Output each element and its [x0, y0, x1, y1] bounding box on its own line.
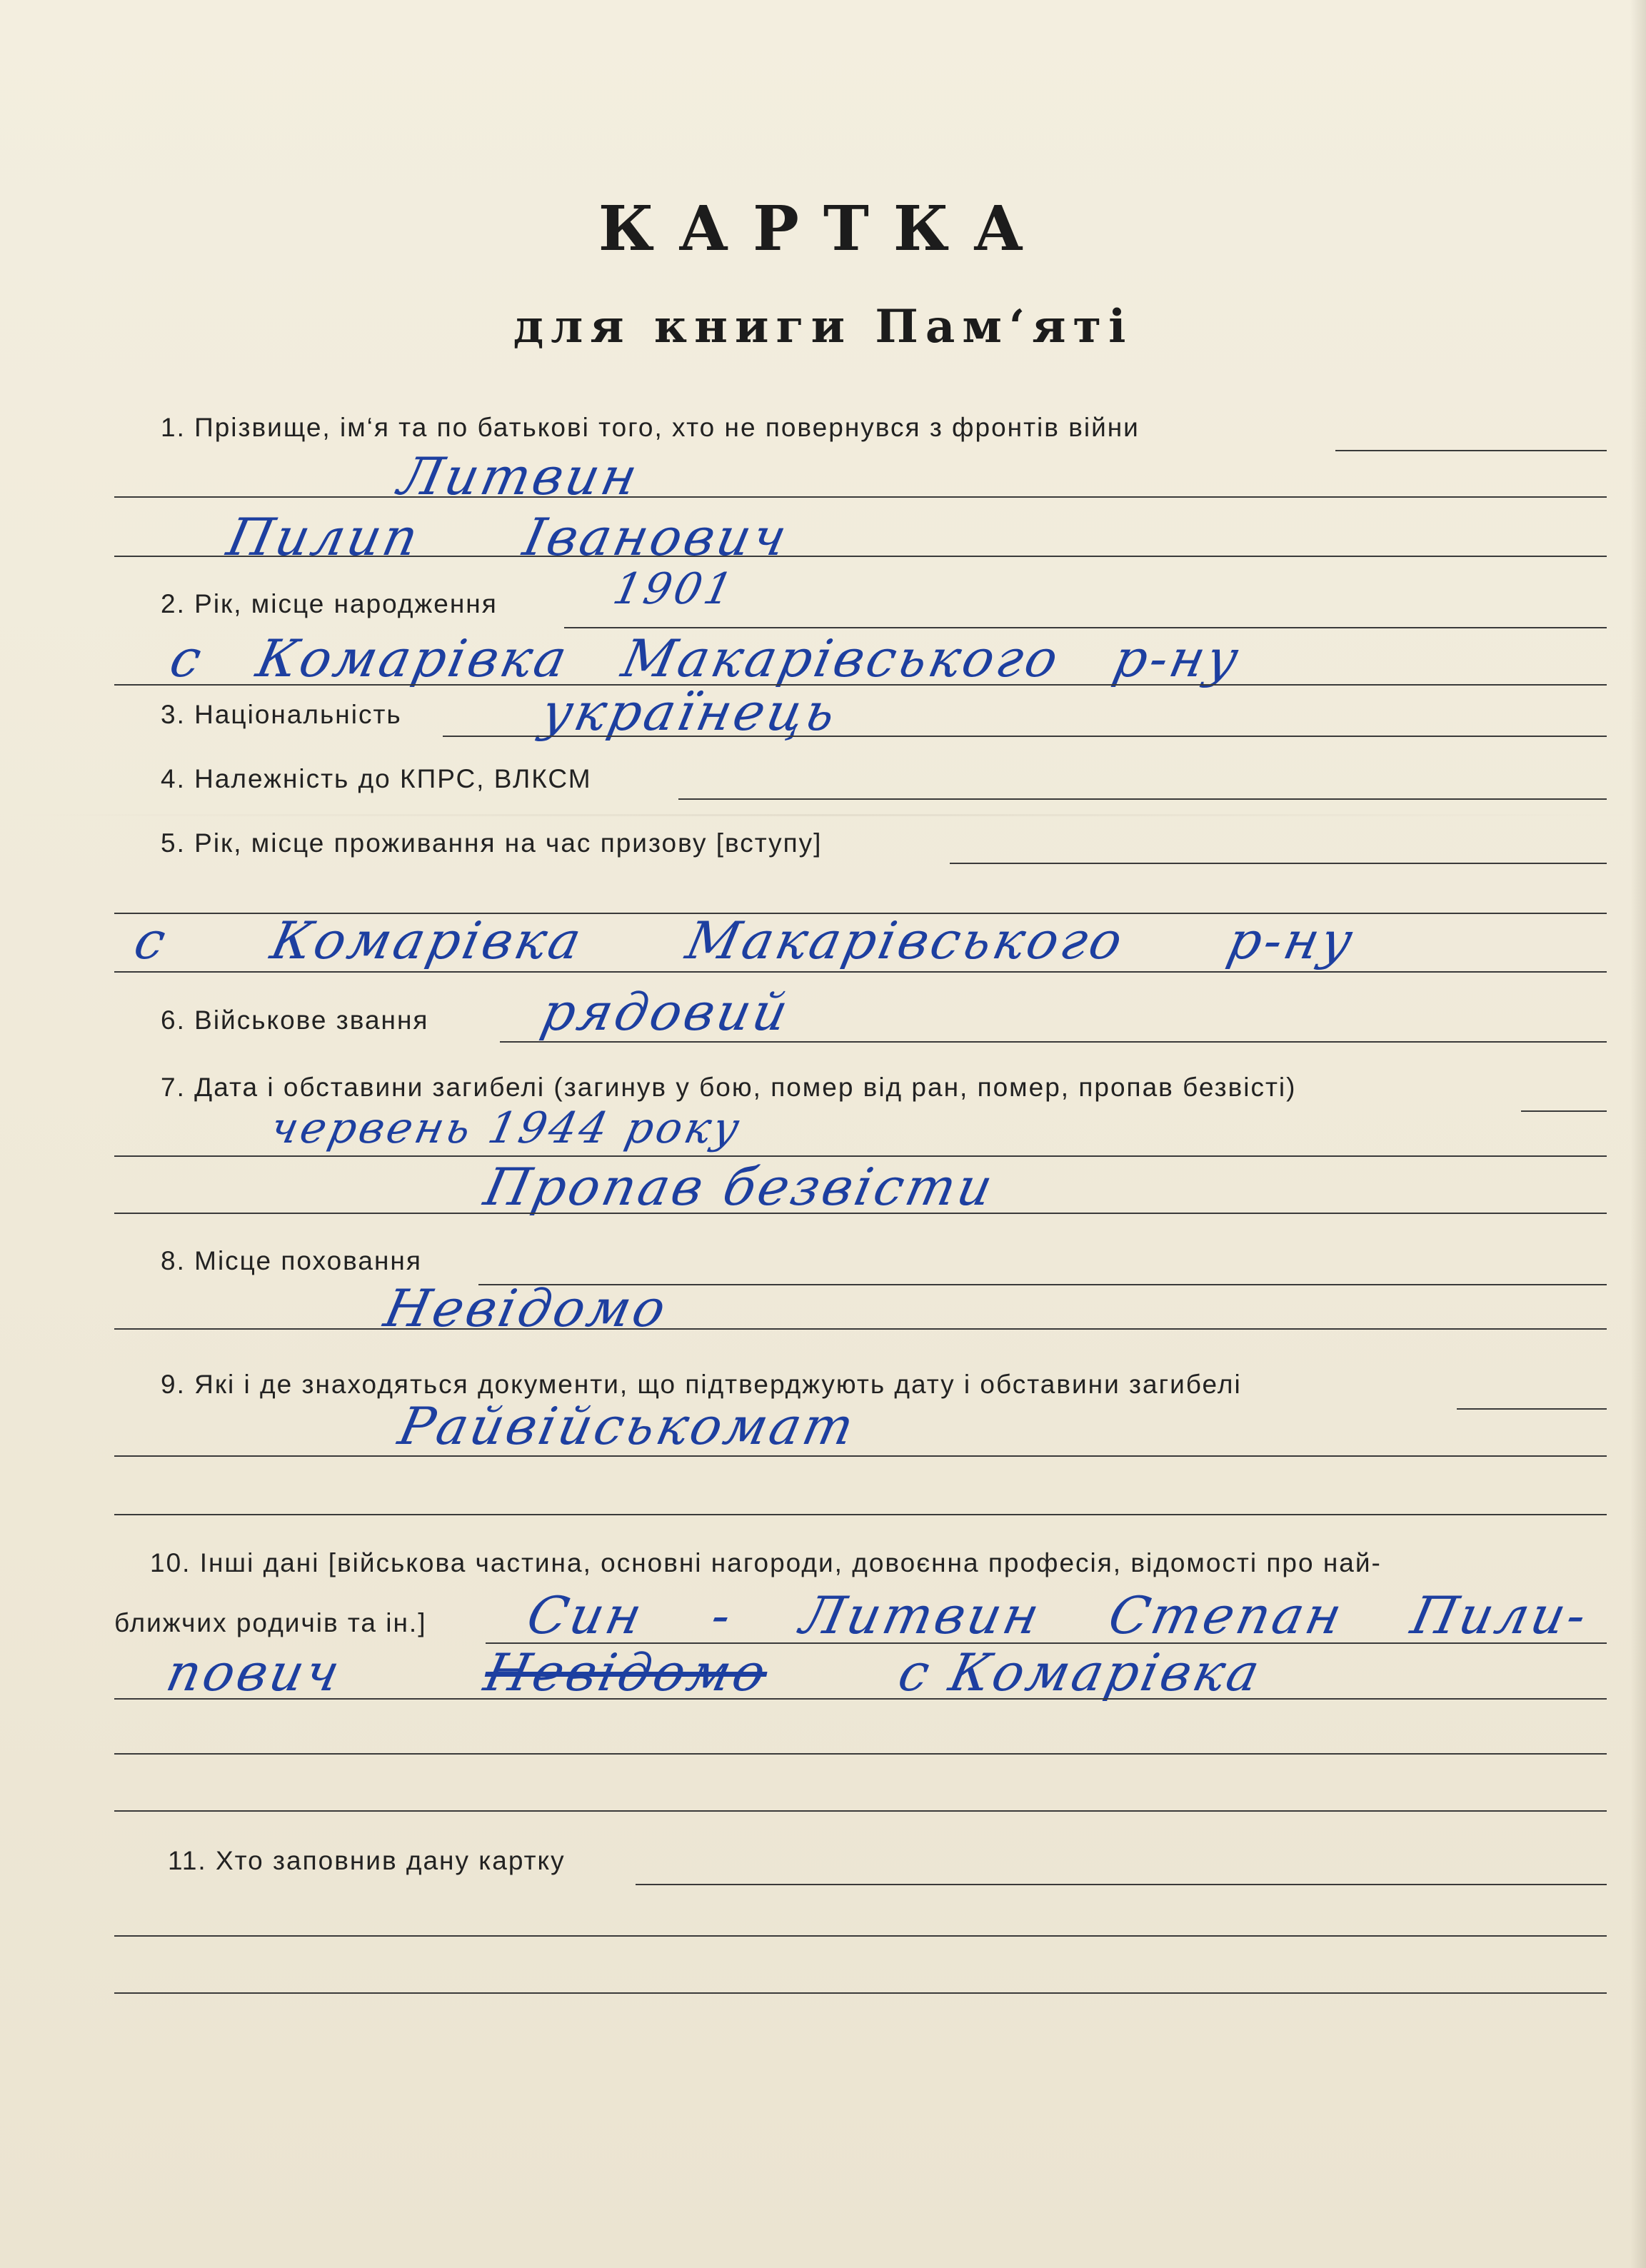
field-11-line-a: [636, 1884, 1607, 1885]
field-10-value-2-struck: Невідомо: [479, 1642, 774, 1702]
field-2-year: 1901: [608, 564, 741, 614]
field-7-label: 7. Дата і обставини загибелі (загинув у бою, помер від ран, помер, пропав безвісті): [161, 1073, 1297, 1102]
field-10-line-b: [114, 1698, 1607, 1700]
card-subtitle: для книги Пам‘яті: [513, 300, 1133, 353]
field-4-line: [678, 798, 1607, 800]
field-10-label-2: ближчих родичів та ін.]: [114, 1608, 427, 1637]
field-3-label: 3. Національність: [161, 700, 402, 729]
field-9-line-b: [114, 1455, 1607, 1457]
card-title: КАРТКА: [598, 193, 1048, 265]
paper-fold: [0, 814, 1646, 816]
field-8-value: Невідомо: [379, 1278, 674, 1338]
field-7-date: червень 1944 року: [266, 1103, 747, 1153]
field-6-line: [500, 1041, 1607, 1043]
field-2-place: с Комарівка Макарівського р-ну: [165, 628, 1247, 688]
field-3-value: українець: [536, 682, 844, 742]
field-2-line-b: [114, 684, 1607, 686]
field-1-given-names: Пилип Іванович: [222, 507, 795, 567]
field-11-line-b: [114, 1935, 1607, 1937]
field-6-label: 6. Військове звання: [161, 1005, 429, 1035]
field-7-line-a: [1521, 1110, 1607, 1112]
field-9-line-a: [1457, 1408, 1607, 1410]
field-10-value-2a: пович: [161, 1642, 348, 1702]
field-8-label: 8. Місце поховання: [161, 1246, 422, 1275]
field-8-line-b: [114, 1328, 1607, 1330]
field-10-line-c: [114, 1753, 1607, 1755]
field-10-label-1: 10. Інші дані [військова частина, основні нагороди, довоєнна професія, відомості про най-: [150, 1548, 1382, 1577]
field-9-label: 9. Які і де знаходяться документи, що підтверджують дату і обставини загибелі: [161, 1370, 1242, 1399]
field-10-value-2b: с Комарівка: [893, 1642, 1268, 1702]
field-1-line-a: [1335, 450, 1607, 451]
field-2-label: 2. Рік, місце народження: [161, 589, 498, 618]
field-11-line-c: [114, 1992, 1607, 1994]
field-5-label: 5. Рік, місце проживання на час призову [вступу]: [161, 828, 823, 858]
field-7-circumstances: Пропав безвісти: [479, 1157, 1000, 1217]
field-1-label: 1. Прізвище, ім‘я та по батькові того, хто не повернувся з фронтів війни: [161, 413, 1140, 442]
field-10-line-d: [114, 1810, 1607, 1812]
field-9-line-c: [114, 1514, 1607, 1515]
field-5-value: с Комарівка Макарівського р-ну: [129, 910, 1361, 970]
field-1-line-c: [114, 556, 1607, 557]
field-6-value: рядовий: [536, 982, 796, 1042]
field-5-line-a: [950, 863, 1607, 864]
field-1-surname: Литвин: [393, 446, 646, 506]
field-10-value-1: Син - Литвин Степан Пили-: [522, 1585, 1595, 1645]
field-7-line-c: [114, 1213, 1607, 1214]
field-1-line-b: [114, 496, 1607, 498]
field-4-label: 4. Належність до КПРС, ВЛКСМ: [161, 764, 592, 793]
field-9-value: Райвійськомат: [393, 1396, 862, 1456]
field-5-line-c: [114, 971, 1607, 973]
field-3-line: [443, 736, 1607, 737]
field-11-label: 11. Хто заповнив дану картку: [168, 1846, 566, 1875]
